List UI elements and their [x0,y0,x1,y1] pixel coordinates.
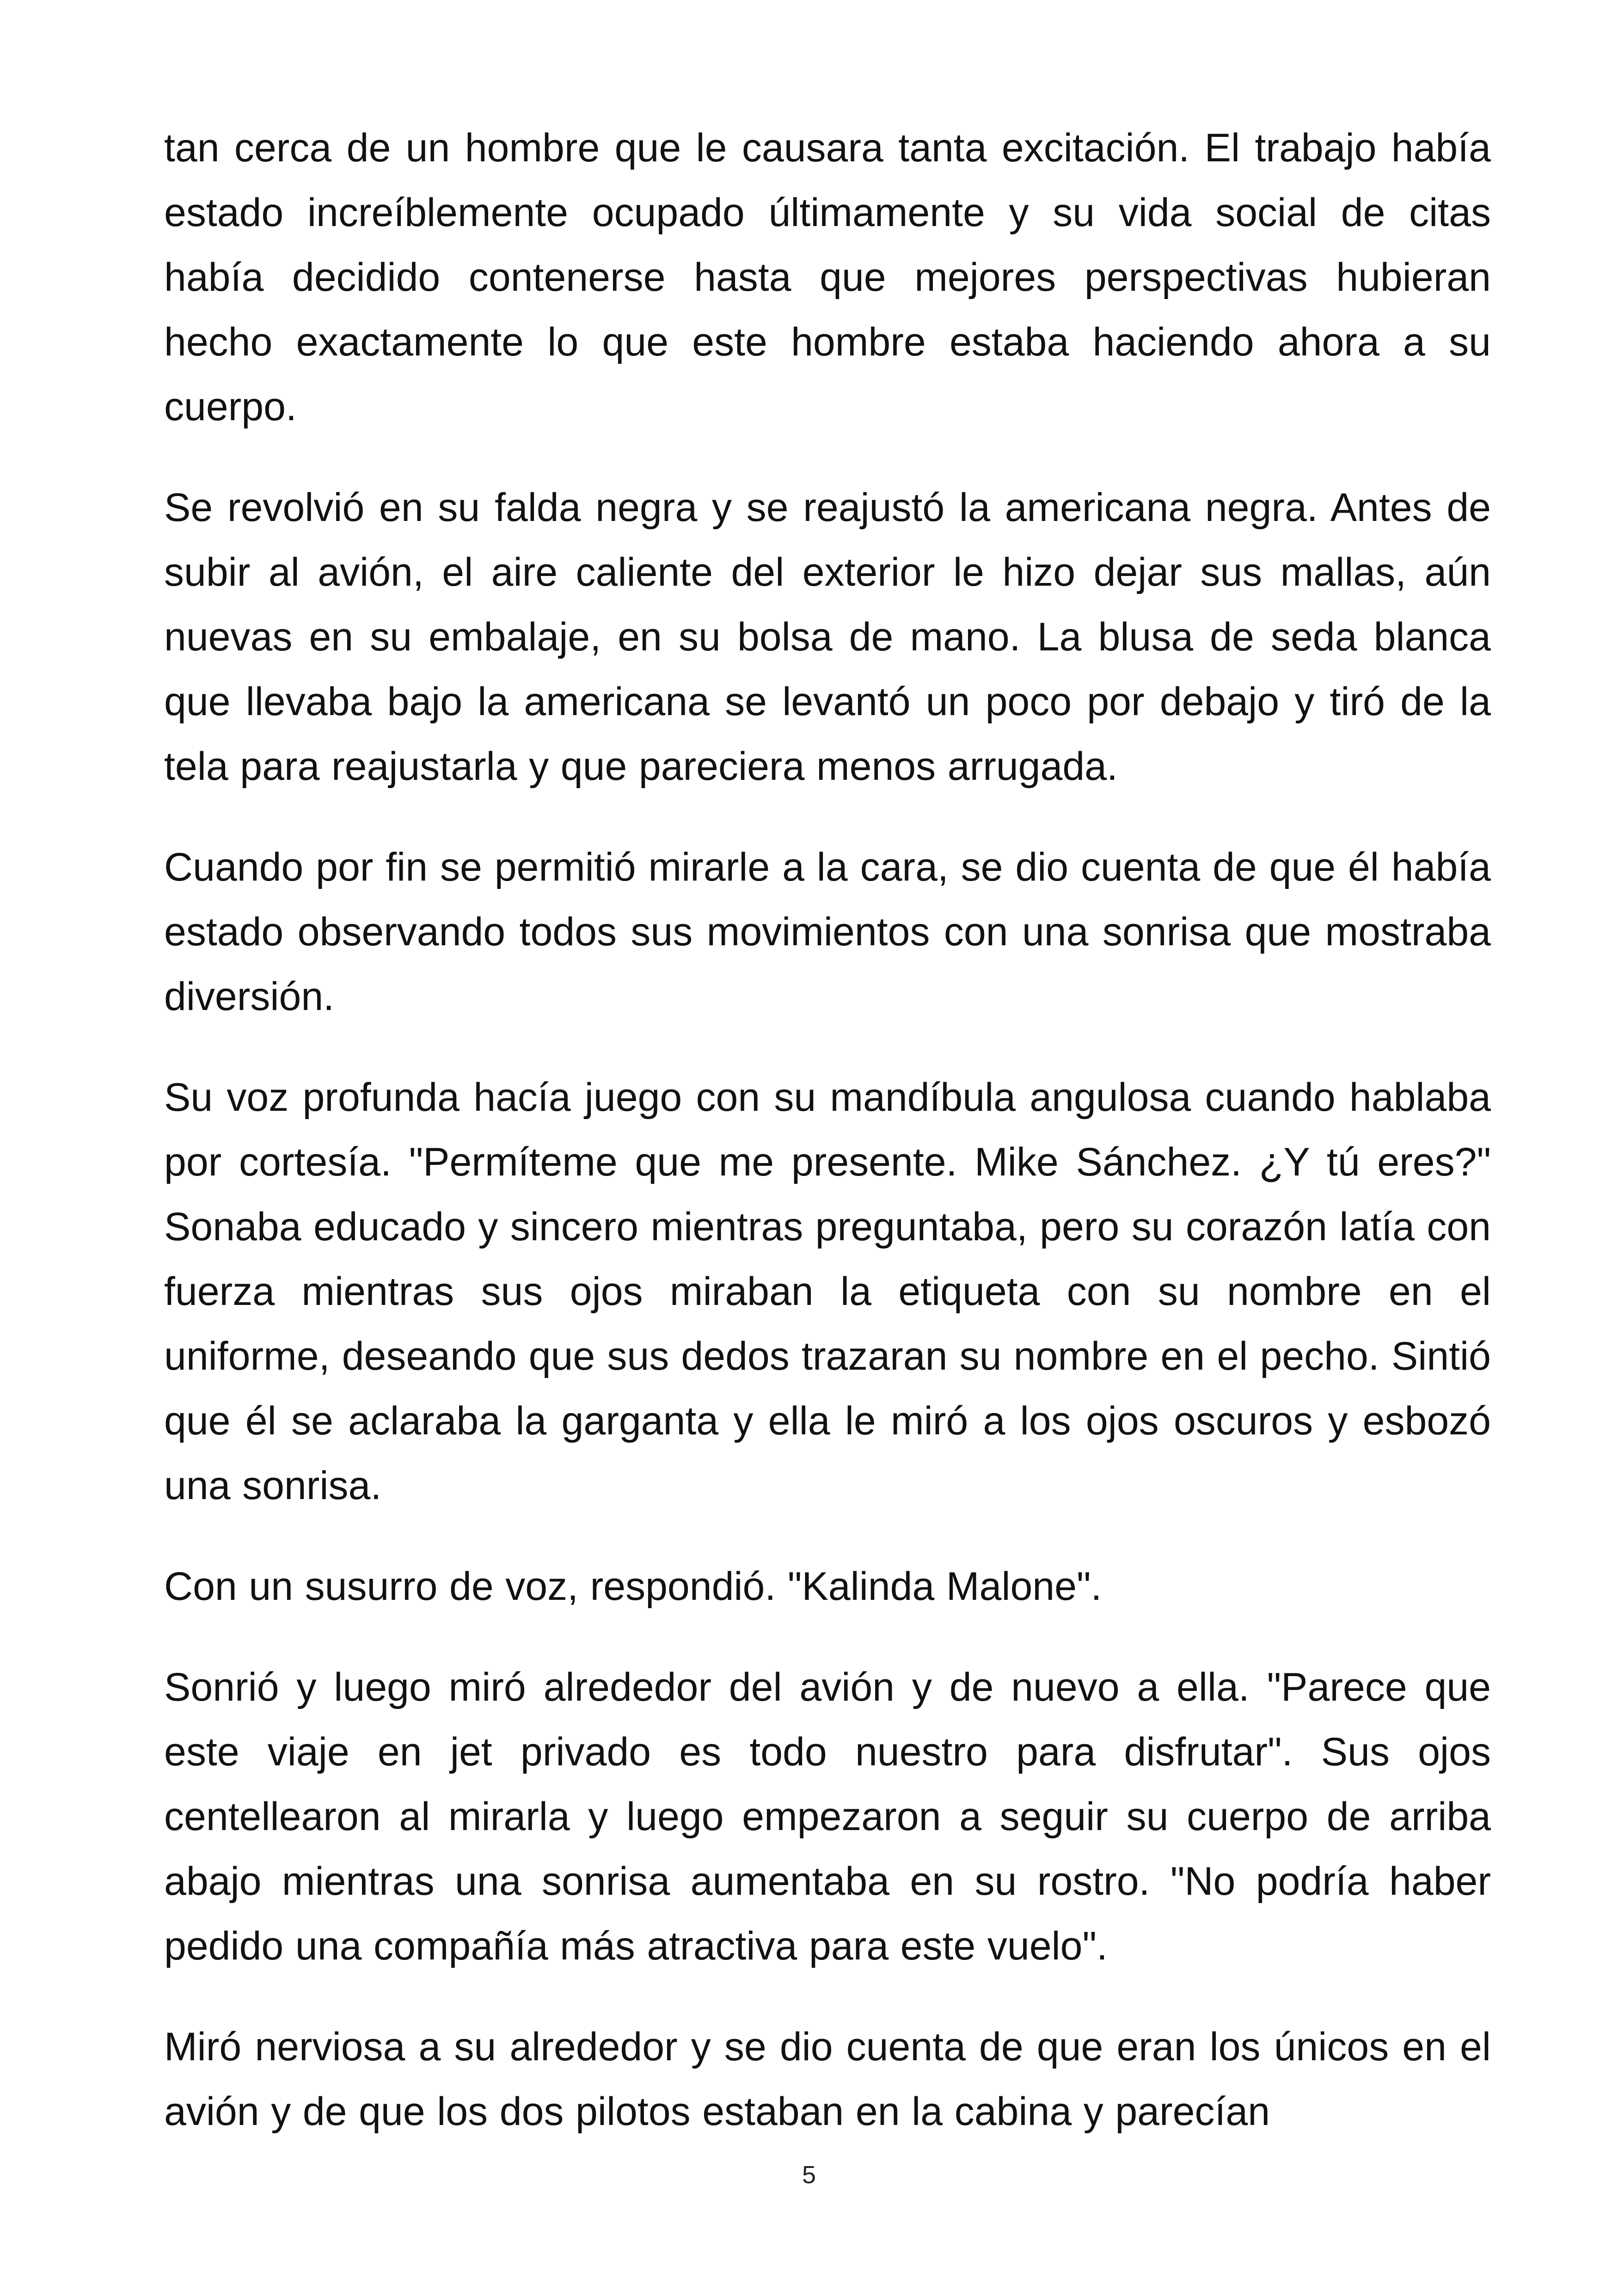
paragraph: Su voz profunda hacía juego con su mandíbula angulosa cuando hablaba por cortesía. "Permíteme que me presente. Mike Sánchez. ¿Y tú eres?" Sonaba educado y sincero mientras preguntaba, pero su corazón latía con fuerza mientras sus ojos miraban la etiqueta con su nombre en el uniforme, deseando que sus dedos trazaran su nombre en el pecho. Sintió que él se aclaraba la garganta y ella le miró a los ojos oscuros y esbozó una sonrisa. [164,1075,1491,1508]
paragraph: Cuando por fin se permitió mirarle a la cara, se dio cuenta de que él había estado observando todos sus movimientos con una sonrisa que mostraba diversión. [164,845,1491,1019]
paragraph: Se revolvió en su falda negra y se reajustó la americana negra. Antes de subir al avión, el aire caliente del exterior le hizo dejar sus mallas, aún nuevas en su embalaje, en su bolsa de mano. La blusa de seda blanca que llevaba bajo la americana se levantó un poco por debajo y tiró de la tela para reajustarla y que pareciera menos arrugada. [164,485,1491,789]
paragraph: tan cerca de un hombre que le causara tanta excitación. El trabajo había estado increíblemente ocupado últimamente y su vida social de citas había decidido contenerse hasta que mejores perspectivas hubieran hecho exactamente lo que este hombre estaba haciendo ahora a su cuerpo. [164,126,1491,429]
paragraph: Sonrió y luego miró alrededor del avión y de nuevo a ella. "Parece que este viaje en jet privado es todo nuestro para disfrutar". Sus ojos centellearon al mirarla y luego empezaron a seguir su cuerpo de arriba abajo mientras una sonrisa aumentaba en su rostro. "No podría haber pedido una compañía más atractiva para este vuelo". [164,1665,1491,1968]
paragraph: Con un susurro de voz, respondió. "Kalinda Malone". [164,1564,1102,1609]
page-number: 5 [802,2161,816,2189]
body-text [164,116,1491,2180]
paragraph: Miró nerviosa a su alrededor y se dio cuenta de que eran los únicos en el avión y de que los dos pilotos estaban en la cabina y parecían [164,2025,1491,2134]
